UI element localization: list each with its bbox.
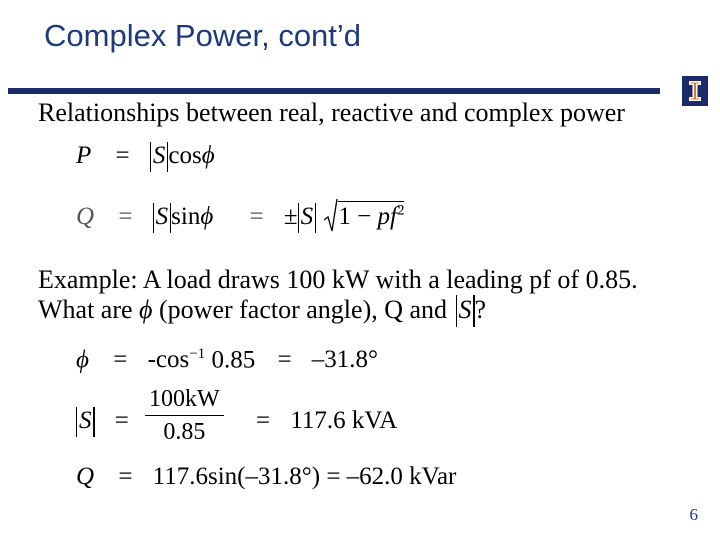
eq-sign: = [114,407,129,434]
equation-phi [76,346,378,374]
eq-fn: sin [171,203,201,230]
eq-lhs: P [76,142,92,169]
pf-symbol: pf [377,203,397,230]
magnitude-s: S [456,295,475,325]
eq-sign: = [118,203,133,230]
inverse-cos: -cos [147,346,190,374]
fraction-denominator: 0.85 [163,419,206,445]
example-line-2 [38,295,486,325]
pf-value: 0.85 [205,346,256,374]
fraction-numerator: 100kW [145,386,224,416]
equation-reactive-result [76,463,456,491]
eq-sign: = [113,346,128,374]
plus-minus: ± [283,203,298,230]
page-number: 6 [689,505,698,524]
inverse-exponent: −1 [189,346,206,362]
eq-sign-2: = [256,407,271,434]
example-text: ? [474,295,487,324]
eq-lhs: Q [76,463,95,490]
sqrt-term: 1 − [338,203,378,230]
section-heading: Relationships between real, reactive and complex power [38,98,625,127]
magnitude-s: S [153,203,172,231]
exponent: 2 [396,202,405,219]
sqrt-sign-icon [324,198,338,234]
equation-reactive-power [76,198,404,234]
phi-symbol: ϕ [201,142,215,169]
example-line-1: Example: A load draws 100 kW with a leading pf of 0.85. [38,265,638,294]
phi-symbol: ϕ [139,295,153,324]
equation-apparent-power-rhs [256,407,397,435]
q-result: 117.6sin(–31.8°) = –62.0 kVar [152,463,457,490]
equation-real-power [76,142,215,170]
phi-result: –31.8° [311,346,379,374]
magnitude-s: S [150,142,169,170]
eq-sign-2: = [249,203,264,230]
example-text: (power factor angle), Q and [152,295,454,324]
equation-apparent-power-lhs [76,407,129,435]
university-logo [682,76,708,106]
magnitude-s: S [76,407,95,435]
fraction [145,386,224,446]
eq-sign: = [115,142,130,169]
title-underline [8,88,660,94]
magnitude-s-2: S [298,203,317,231]
eq-fn: cos [168,142,202,169]
eq-sign-2: = [277,346,292,374]
phi-symbol: ϕ [200,203,214,230]
example-text: What are [38,295,140,324]
slide-title: Complex Power, cont’d [44,18,362,53]
eq-lhs: ϕ [76,346,89,374]
eq-lhs: Q [76,203,95,230]
s-result: 117.6 kVA [290,407,398,434]
eq-sign: = [118,463,133,490]
